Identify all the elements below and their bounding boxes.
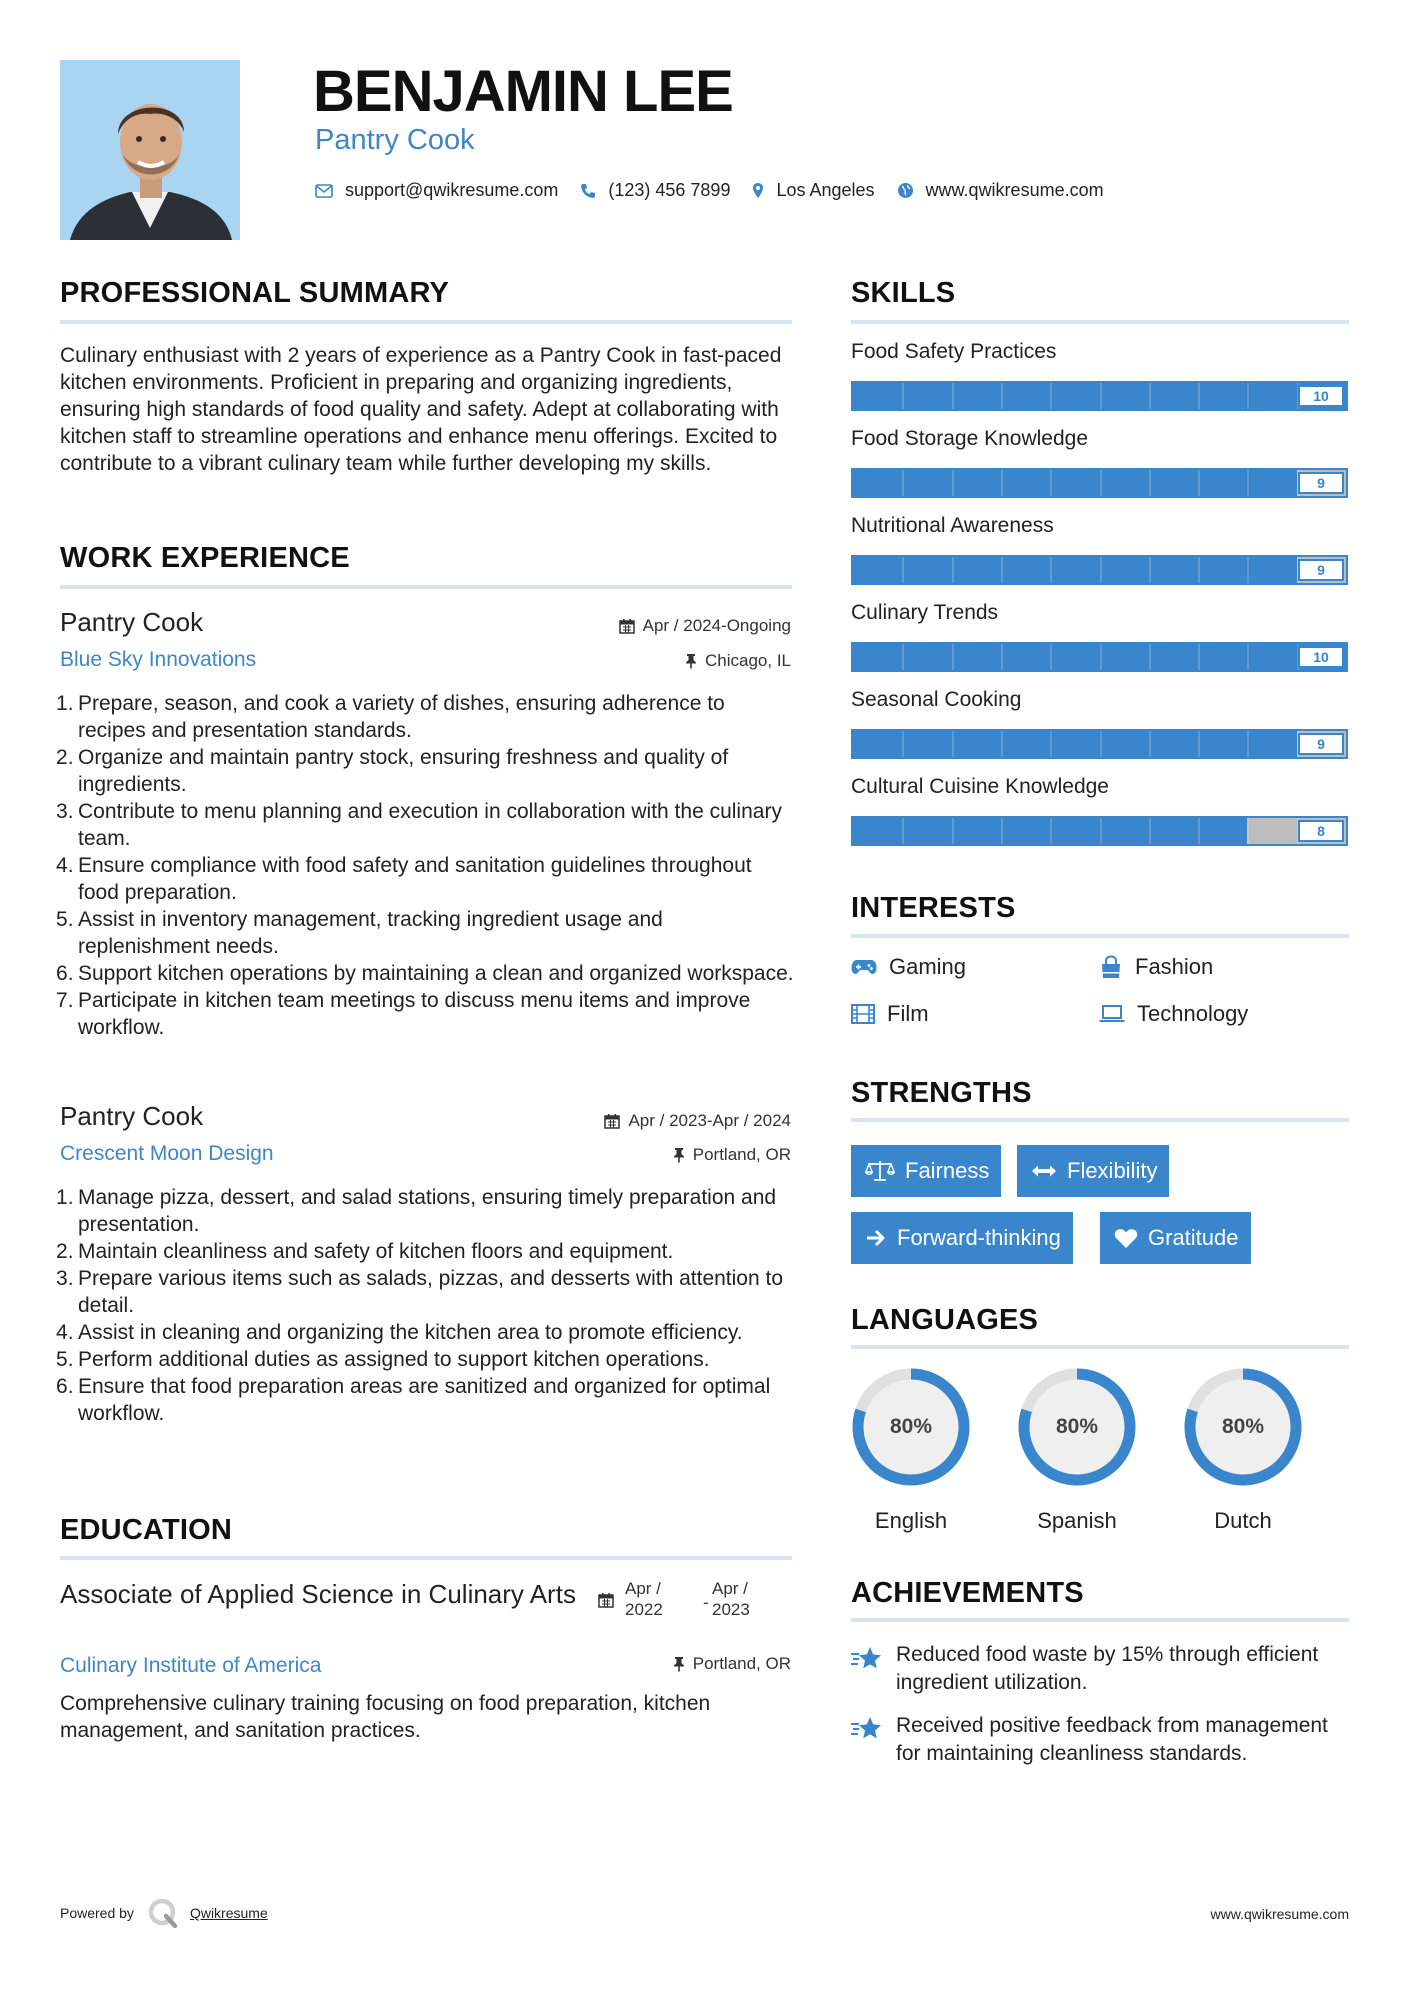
strengths-heading: STRENGTHS (851, 1077, 1032, 1109)
candidate-title: Pantry Cook (315, 124, 475, 156)
contact-phone[interactable] (580, 180, 730, 201)
skill-bar-segment (1050, 818, 1052, 844)
calendar-icon (598, 1592, 614, 1608)
skill-level-value: 9 (1298, 559, 1344, 581)
skill-bar-segment (952, 731, 954, 757)
skill-bar-segment (1001, 818, 1003, 844)
skill-bar-segment (902, 557, 904, 583)
skill-bar-segment (1001, 470, 1003, 496)
list-item: Prepare, season, and cook a variety of dishes, ensuring adherence to recipes and presentation standards. (78, 692, 725, 742)
skill-bar-segment (952, 383, 954, 409)
skill-bar-segment (952, 818, 954, 844)
achievement-item: Reduced food waste by 15% through efficient ingredient utilization. (896, 1643, 1319, 1694)
footer-site-link[interactable]: www.qwikresume.com (1210, 1906, 1349, 1922)
list-item: Maintain cleanliness and safety of kitchen floors and equipment. (78, 1240, 674, 1263)
list-item: Perform additional duties as assigned to support kitchen operations. (78, 1348, 710, 1371)
skill-bar-segment (1149, 557, 1151, 583)
job-location-text: Portland, OR (692, 1145, 791, 1164)
skill-bar (851, 381, 1348, 411)
interest-fashion (1099, 954, 1213, 980)
strength-badge (1017, 1145, 1169, 1197)
contact-bar (315, 180, 1126, 201)
skill-bar (851, 555, 1348, 585)
language-item (849, 1365, 973, 1534)
job-location (685, 651, 791, 671)
skill-level-value: 10 (1298, 385, 1344, 407)
pushpin-icon (673, 1656, 685, 1672)
language-name: Spanish (1037, 1508, 1117, 1533)
skill-bar-segment (1198, 383, 1200, 409)
skill-bar-segment (902, 644, 904, 670)
job-title: Pantry Cook (60, 607, 204, 637)
languages-divider (851, 1345, 1349, 1349)
contact-website[interactable] (897, 180, 1104, 201)
interest-label: Film (887, 1001, 929, 1026)
education-location-text: Portland, OR (692, 1654, 791, 1673)
heart-icon (1114, 1228, 1138, 1249)
calendar-icon (604, 1113, 620, 1129)
strength-badge (851, 1145, 1001, 1197)
achievements-heading: ACHIEVEMENTS (851, 1577, 1084, 1609)
arrow-right-icon (865, 1228, 887, 1248)
skill-bar-segment (1149, 644, 1151, 670)
skill-bar-segment (1149, 818, 1151, 844)
achievement-item: Received positive feedback from management for maintaining cleanliness standards. (896, 1714, 1328, 1765)
list-item: Assist in cleaning and organizing the kitchen area to promote efficiency. (78, 1321, 743, 1344)
interest-gaming (851, 954, 966, 980)
interest-film (851, 1001, 929, 1027)
skills-heading: SKILLS (851, 277, 956, 309)
phone-icon (580, 183, 596, 199)
skill-bar-segment (1001, 383, 1003, 409)
skill-bar (851, 468, 1348, 498)
skill-bar-segment (1001, 644, 1003, 670)
skill-bar-segment (1050, 557, 1052, 583)
list-item: Manage pizza, dessert, and salad stations, ensuring timely preparation and presentation. (78, 1186, 777, 1236)
skill-bar-segment (952, 557, 954, 583)
calendar-icon-wrap (598, 1592, 614, 1613)
list-item: Assist in inventory management, tracking ingredient usage and replenishment needs. (78, 908, 663, 958)
skill-bar-segment (1247, 818, 1249, 844)
skill-name: Food Storage Knowledge (851, 427, 1088, 450)
strength-badge (851, 1212, 1073, 1264)
skill-level-value: 8 (1298, 820, 1344, 842)
shooting-star-icon (851, 1646, 883, 1672)
skill-bar-segment (1198, 470, 1200, 496)
work-heading: WORK EXPERIENCE (60, 542, 350, 574)
language-percent: 80% (1221, 1415, 1265, 1438)
skill-level-value: 9 (1298, 472, 1344, 494)
skill-bar-segment (1198, 731, 1200, 757)
contact-phone-text: (123) 456 7899 (608, 180, 731, 200)
language-item (1181, 1365, 1305, 1534)
strength-label: Flexibility (1067, 1158, 1158, 1183)
skill-name: Nutritional Awareness (851, 514, 1054, 537)
skill-name: Cultural Cuisine Knowledge (851, 775, 1109, 798)
job-location-text: Chicago, IL (705, 651, 791, 670)
shopping-bag-icon (1099, 955, 1123, 979)
list-item: Prepare various items such as salads, pizzas, and desserts with attention to detail. (78, 1267, 784, 1317)
list-item: Ensure that food preparation areas are sanitized and organized for optimal workflow. (78, 1375, 771, 1425)
contact-location-text: Los Angeles (776, 180, 875, 200)
skill-bar-fill (853, 731, 1297, 757)
skill-bar-segment (1198, 644, 1200, 670)
interest-technology (1099, 1001, 1248, 1027)
skill-bar-fill (853, 470, 1297, 496)
pushpin-icon (685, 653, 697, 669)
skill-bar-segment (952, 470, 954, 496)
language-name: Dutch (1214, 1508, 1272, 1533)
mail-icon (315, 184, 333, 198)
strength-badge (1100, 1212, 1251, 1264)
language-percent: 80% (889, 1415, 933, 1438)
skill-bar-segment (1100, 731, 1102, 757)
job-dates (619, 616, 791, 636)
globe-icon (897, 182, 914, 199)
skill-bar-segment (902, 470, 904, 496)
job-location (673, 1145, 791, 1165)
star-icon-wrap (851, 1646, 883, 1677)
avatar (60, 60, 240, 240)
job-company: Blue Sky Innovations (60, 648, 257, 671)
list-item: Participate in kitchen team meetings to discuss menu items and improve workflow. (78, 989, 751, 1039)
star-icon-wrap (851, 1716, 883, 1747)
skill-name: Seasonal Cooking (851, 688, 1022, 711)
job-dates (604, 1111, 791, 1131)
job-dates-text: Apr / 2024-Ongoing (642, 616, 791, 635)
education-start: Apr / 2022 (625, 1579, 663, 1619)
skill-bar-segment (1050, 644, 1052, 670)
skill-bar-segment (902, 731, 904, 757)
list-item: Support kitchen operations by maintaining a clean and organized workspace. (78, 962, 794, 985)
balance-scale-icon (865, 1159, 895, 1183)
skill-bar-segment (1149, 383, 1151, 409)
interests-divider (851, 934, 1349, 938)
education-date-separator: - (703, 1593, 709, 1612)
contact-website-text: www.qwikresume.com (925, 180, 1104, 200)
skill-bar-segment (1149, 731, 1151, 757)
education-heading: EDUCATION (60, 1514, 233, 1546)
skill-level-value: 10 (1298, 646, 1344, 668)
skill-bar (851, 816, 1348, 846)
skill-bar-segment (1149, 470, 1151, 496)
skill-bar-segment (1247, 383, 1249, 409)
work-divider (60, 585, 792, 589)
languages-heading: LANGUAGES (851, 1304, 1039, 1336)
skill-name: Culinary Trends (851, 601, 999, 624)
summary-text: Culinary enthusiast with 2 years of experience as a Pantry Cook in fast-paced kitchen environments. Proficient in preparing and organizing ingredients, ensuring high standards of food quality and safety. Adept at collaborating with kitchen staff to streamline operations and enhance menu offerings. Excited to contribute to a vibrant culinary team while further developing my skills. (60, 344, 782, 475)
job-company: Crescent Moon Design (60, 1142, 274, 1165)
skill-bar-segment (1247, 470, 1249, 496)
skill-bar-segment (902, 383, 904, 409)
skill-bar-segment (1001, 731, 1003, 757)
interest-label: Gaming (889, 954, 967, 979)
interest-label: Fashion (1135, 954, 1214, 979)
job-duties-list (60, 690, 796, 1041)
summary-divider (60, 320, 792, 324)
skill-bar-segment (1100, 818, 1102, 844)
list-item: Contribute to menu planning and execution in collaboration with the culinary team. (78, 800, 782, 850)
footer-powered (60, 1898, 268, 1928)
arrows-horizontal-icon (1031, 1164, 1057, 1178)
pushpin-icon (673, 1147, 685, 1163)
skill-bar-segment (1050, 470, 1052, 496)
contact-location (752, 180, 874, 201)
skill-bar-segment (952, 644, 954, 670)
strength-label: Fairness (905, 1158, 990, 1183)
achievements-divider (851, 1618, 1349, 1622)
summary-heading: PROFESSIONAL SUMMARY (60, 277, 450, 309)
shooting-star-icon (851, 1716, 883, 1742)
skill-bar-segment (1050, 383, 1052, 409)
skill-level-value: 9 (1298, 733, 1344, 755)
interest-label: Technology (1137, 1001, 1249, 1026)
skill-bar-segment (902, 818, 904, 844)
school-name: Culinary Institute of America (60, 1654, 322, 1677)
education-description: Comprehensive culinary training focusing on food preparation, kitchen management, and sanitation practices. (60, 1692, 711, 1742)
language-item (1015, 1365, 1139, 1534)
education-divider (60, 1556, 792, 1560)
calendar-icon (619, 618, 635, 634)
strengths-divider (851, 1118, 1349, 1122)
skill-bar-segment (1247, 731, 1249, 757)
skill-bar (851, 642, 1348, 672)
gamepad-icon (851, 959, 877, 975)
profile-photo (60, 60, 240, 240)
skill-bar-segment (1100, 644, 1102, 670)
laptop-icon (1099, 1005, 1125, 1023)
film-icon (851, 1004, 875, 1024)
skill-bar-segment (1247, 644, 1249, 670)
education-location (673, 1654, 791, 1674)
map-pin-icon (752, 182, 764, 199)
degree-title: Associate of Applied Science in Culinary Arts (60, 1579, 576, 1609)
language-percent: 80% (1055, 1415, 1099, 1438)
interests-heading: INTERESTS (851, 892, 1016, 924)
job-title: Pantry Cook (60, 1101, 204, 1131)
skill-name: Food Safety Practices (851, 340, 1057, 363)
skill-bar (851, 729, 1348, 759)
footer-brand-link[interactable]: Qwikresume (189, 1905, 268, 1921)
skill-bar-segment (1100, 470, 1102, 496)
skills-divider (851, 320, 1349, 324)
skill-bar-segment (1100, 557, 1102, 583)
skill-bar-segment (1198, 818, 1200, 844)
list-item: Organize and maintain pantry stock, ensuring freshness and quality of ingredients. (78, 746, 729, 796)
skill-bar-segment (1100, 383, 1102, 409)
contact-email-text: support@qwikresume.com (345, 180, 559, 200)
skill-bar-segment (1198, 557, 1200, 583)
qwikresume-logo-icon (148, 1898, 180, 1928)
language-name: English (874, 1508, 948, 1533)
contact-email[interactable] (315, 180, 558, 201)
skill-bar-fill (853, 557, 1297, 583)
footer-powered-label: Powered by (60, 1905, 134, 1921)
job-dates-text: Apr / 2023-Apr / 2024 (628, 1111, 791, 1130)
skill-bar-segment (1001, 557, 1003, 583)
education-end: Apr / 2023 (712, 1579, 750, 1619)
strength-label: Gratitude (1148, 1225, 1239, 1250)
job-duties-list (60, 1184, 796, 1427)
list-item: Ensure compliance with food safety and sanitation guidelines throughout food preparation. (78, 854, 752, 904)
strength-label: Forward-thinking (897, 1225, 1061, 1250)
candidate-name: BENJAMIN LEE (313, 59, 733, 124)
skill-bar-segment (1247, 557, 1249, 583)
skill-bar-segment (1050, 731, 1052, 757)
